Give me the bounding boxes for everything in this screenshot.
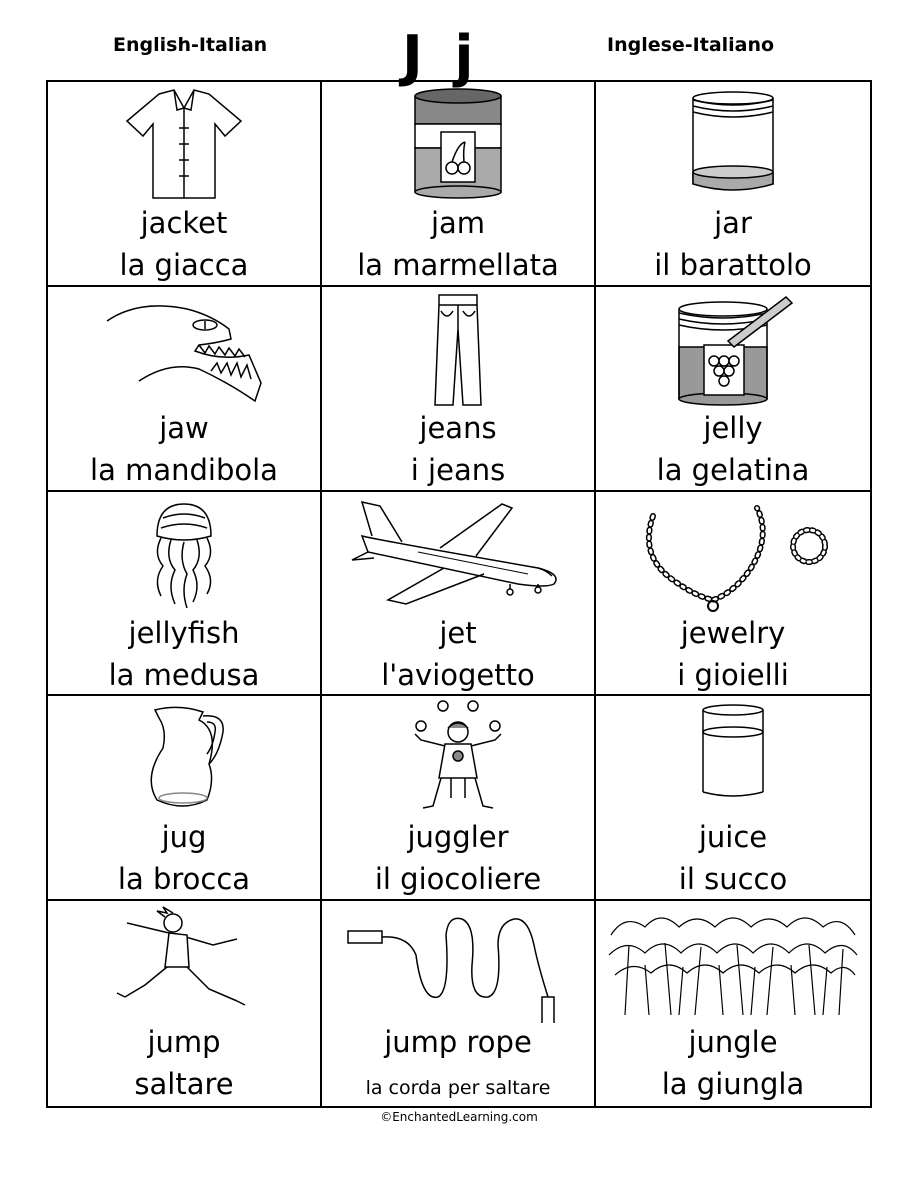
card-jump-rope xyxy=(322,901,596,1106)
jump-icon xyxy=(48,905,320,1023)
jewelry-icon xyxy=(596,496,870,614)
card-italian-word: la marmellata xyxy=(357,248,559,282)
card-english-word: jar xyxy=(714,206,752,240)
card-english-word: jug xyxy=(161,820,207,855)
card-italian-word: la brocca xyxy=(117,862,251,897)
card-italian-word: l'aviogetto xyxy=(381,657,535,692)
card-jelly xyxy=(596,287,870,492)
card-english-word: jump rope xyxy=(384,1025,532,1060)
juice-icon xyxy=(596,700,870,818)
card-jellyfish xyxy=(48,492,322,697)
letter-title: J j xyxy=(402,24,480,89)
jug-icon xyxy=(48,700,320,818)
card-jar xyxy=(596,82,870,287)
jaw-icon xyxy=(48,291,320,409)
card-english-word: jam xyxy=(430,206,486,240)
card-italian-word: la gelatina xyxy=(656,452,810,487)
card-italian-word: la giacca xyxy=(119,248,249,282)
card-italian-word: il succo xyxy=(678,862,788,897)
card-english-word: jet xyxy=(439,615,477,650)
card-english-word: jungle xyxy=(688,1025,778,1060)
copyright-footer: ©EnchantedLearning.com xyxy=(380,1110,538,1124)
card-english-word: jewelry xyxy=(680,615,786,650)
card-italian-word: la giungla xyxy=(661,1067,805,1102)
card-english-word: juice xyxy=(698,820,768,855)
header-english-italian: English-Italian xyxy=(113,34,268,56)
vocabulary-grid xyxy=(46,80,872,1108)
juggler-icon xyxy=(322,700,594,818)
card-juice xyxy=(596,696,870,901)
jelly-icon xyxy=(596,291,870,409)
header-inglese-italiano: Inglese-Italiano xyxy=(607,34,775,56)
card-english-word: jacket xyxy=(140,206,228,240)
card-english-word: juggler xyxy=(407,820,509,855)
card-jewelry xyxy=(596,492,870,697)
card-italian-word: la corda per saltare xyxy=(365,1077,551,1100)
card-jaw xyxy=(48,287,322,492)
jeans-icon xyxy=(322,291,594,409)
card-jug xyxy=(48,696,322,901)
card-italian-word: i jeans xyxy=(410,452,506,487)
card-juggler xyxy=(322,696,596,901)
jam-icon xyxy=(322,86,594,204)
card-italian-word: il barattolo xyxy=(654,248,812,282)
card-italian-word: i gioielli xyxy=(677,657,789,692)
jump-rope-icon xyxy=(322,905,594,1023)
card-jet xyxy=(322,492,596,697)
card-italian-word: il giocoliere xyxy=(374,862,542,897)
card-italian-word: la mandibola xyxy=(90,452,278,487)
card-italian-word: la medusa xyxy=(108,657,260,692)
jungle-icon xyxy=(596,905,870,1023)
jellyfish-icon xyxy=(48,496,320,614)
card-english-word: jellyfish xyxy=(128,615,240,650)
card-english-word: jump xyxy=(147,1025,221,1060)
jet-icon xyxy=(322,496,594,614)
card-jacket xyxy=(48,82,322,287)
card-english-word: jelly xyxy=(703,410,763,445)
card-jeans xyxy=(322,287,596,492)
jar-icon xyxy=(596,86,870,204)
card-jam xyxy=(322,82,596,287)
jacket-icon xyxy=(48,86,320,204)
card-italian-word: saltare xyxy=(134,1067,234,1102)
card-english-word: jaw xyxy=(159,410,209,445)
card-jump xyxy=(48,901,322,1106)
card-english-word: jeans xyxy=(419,410,497,445)
card-jungle xyxy=(596,901,870,1106)
